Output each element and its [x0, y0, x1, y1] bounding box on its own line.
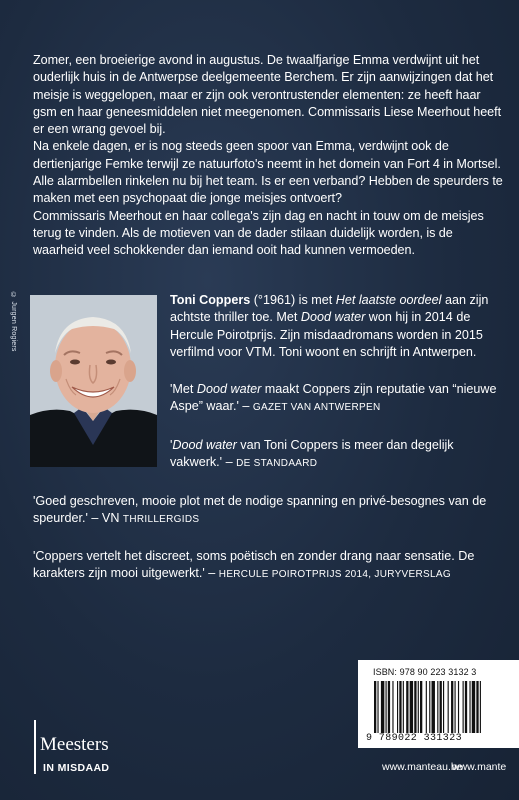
author-portrait-illustration — [30, 295, 157, 467]
publisher-website: www.manteau.be — [382, 761, 463, 773]
review-quote — [33, 548, 503, 584]
quote-source: HERCULE POIROTPRIJS 2014, JURYVERSLAG — [218, 569, 451, 581]
publisher-website-cut: www.mante — [452, 761, 507, 773]
author-bio-text: won hij in 2014 de Hercule Poirotprijs. Zijn misdaadromans worden in 2015 verfilmd voor VTM. Toni woont en schrijft in Antwerpen. — [170, 310, 483, 359]
blurb-paragraph: Zomer, een broeierige avond in augustus. De twaalfjarige Emma verdwijnt uit het ouderlijk huis in de Antwerpse deelgemeente Berchem. Er zijn aanwijzingen dat het meisje is weggelopen, maar er zijn ook verontrustender elementen: ze heeft haar gsm en haar geneesmiddelen niet meegenomen. Commissaris Liese Meerhout heeft er een wrang gevoel bij. — [33, 53, 502, 137]
quote-text: maakt Coppers zijn reputatie van “nieuwe Aspe” waar.' – — [170, 382, 497, 414]
book-title: Dood water — [172, 438, 237, 452]
book-title: Het laatste oordeel — [335, 293, 442, 307]
blurb-paragraph: Commissaris Meerhout en haar collega's zijn dag en nacht in touw om de meisjes terug te vinden. Als de motieven van de dader stilaan duidelijk worden, is de waarheid veel schokkender dan iemand ooit had kunnen vermoeden. — [33, 208, 484, 258]
quote-source: THRILLERGIDS — [122, 514, 200, 526]
barcode-label — [358, 660, 519, 748]
book-title: Dood water — [196, 382, 262, 396]
review-quote — [33, 493, 503, 529]
quote-source: GAZET VAN ANTWERPEN — [252, 402, 381, 414]
book-title: Dood water — [300, 310, 366, 325]
blurb-paragraph: Alle alarmbellen rinkelen nu bij het team. Is er een verband? Hebben de speurders te maken met een psychopaat die jonge meisjes ontvoert? — [33, 174, 503, 206]
quote-source: DE STANDAARD — [236, 458, 318, 470]
quote-text: 'Goed geschreven, mooie plot met de nodige spanning en privé-besognes van de speurder.' – VN — [33, 494, 487, 526]
barcode-digits: 9 789022 331323 — [366, 733, 463, 744]
blurb-text — [33, 52, 503, 260]
quote-text: van Toni Coppers is meer dan degelijk vakwerk.' – — [170, 438, 454, 470]
author-name: Toni Coppers — [170, 293, 251, 307]
quote-text: 'Met — [170, 382, 197, 396]
logo-title: Meesters — [40, 734, 109, 755]
blurb-paragraph: Na enkele dagen, er is nog steeds geen spoor van Emma, verdwijnt ook de dertienjarige Femke terwijl ze natuurfoto's neemt in het domein van Fort 4 in Mortsel. — [33, 139, 501, 171]
review-quote — [170, 381, 500, 417]
quote-text: 'Coppers vertelt het discreet, soms poëtisch en zonder drang naar sensatie. De karakters zijn mooi uitgewerkt.' – — [33, 549, 475, 581]
author-bio-text: aan zijn achtste thriller toe. Met — [170, 293, 489, 325]
author-photo — [30, 295, 157, 467]
author-bio-paragraph — [170, 292, 500, 361]
author-bio — [170, 292, 500, 361]
logo-bar — [34, 720, 36, 774]
author-born: (°1961) is met — [250, 293, 336, 307]
logo-subtitle: IN MISDAAD — [43, 762, 110, 774]
review-quote — [170, 437, 500, 473]
isbn-number: ISBN: 978 90 223 3132 3 — [373, 667, 477, 677]
quote-text: ' — [170, 438, 173, 452]
barcode-icon — [370, 681, 519, 733]
photo-credit: © Jurgen Rogiers — [10, 292, 17, 352]
